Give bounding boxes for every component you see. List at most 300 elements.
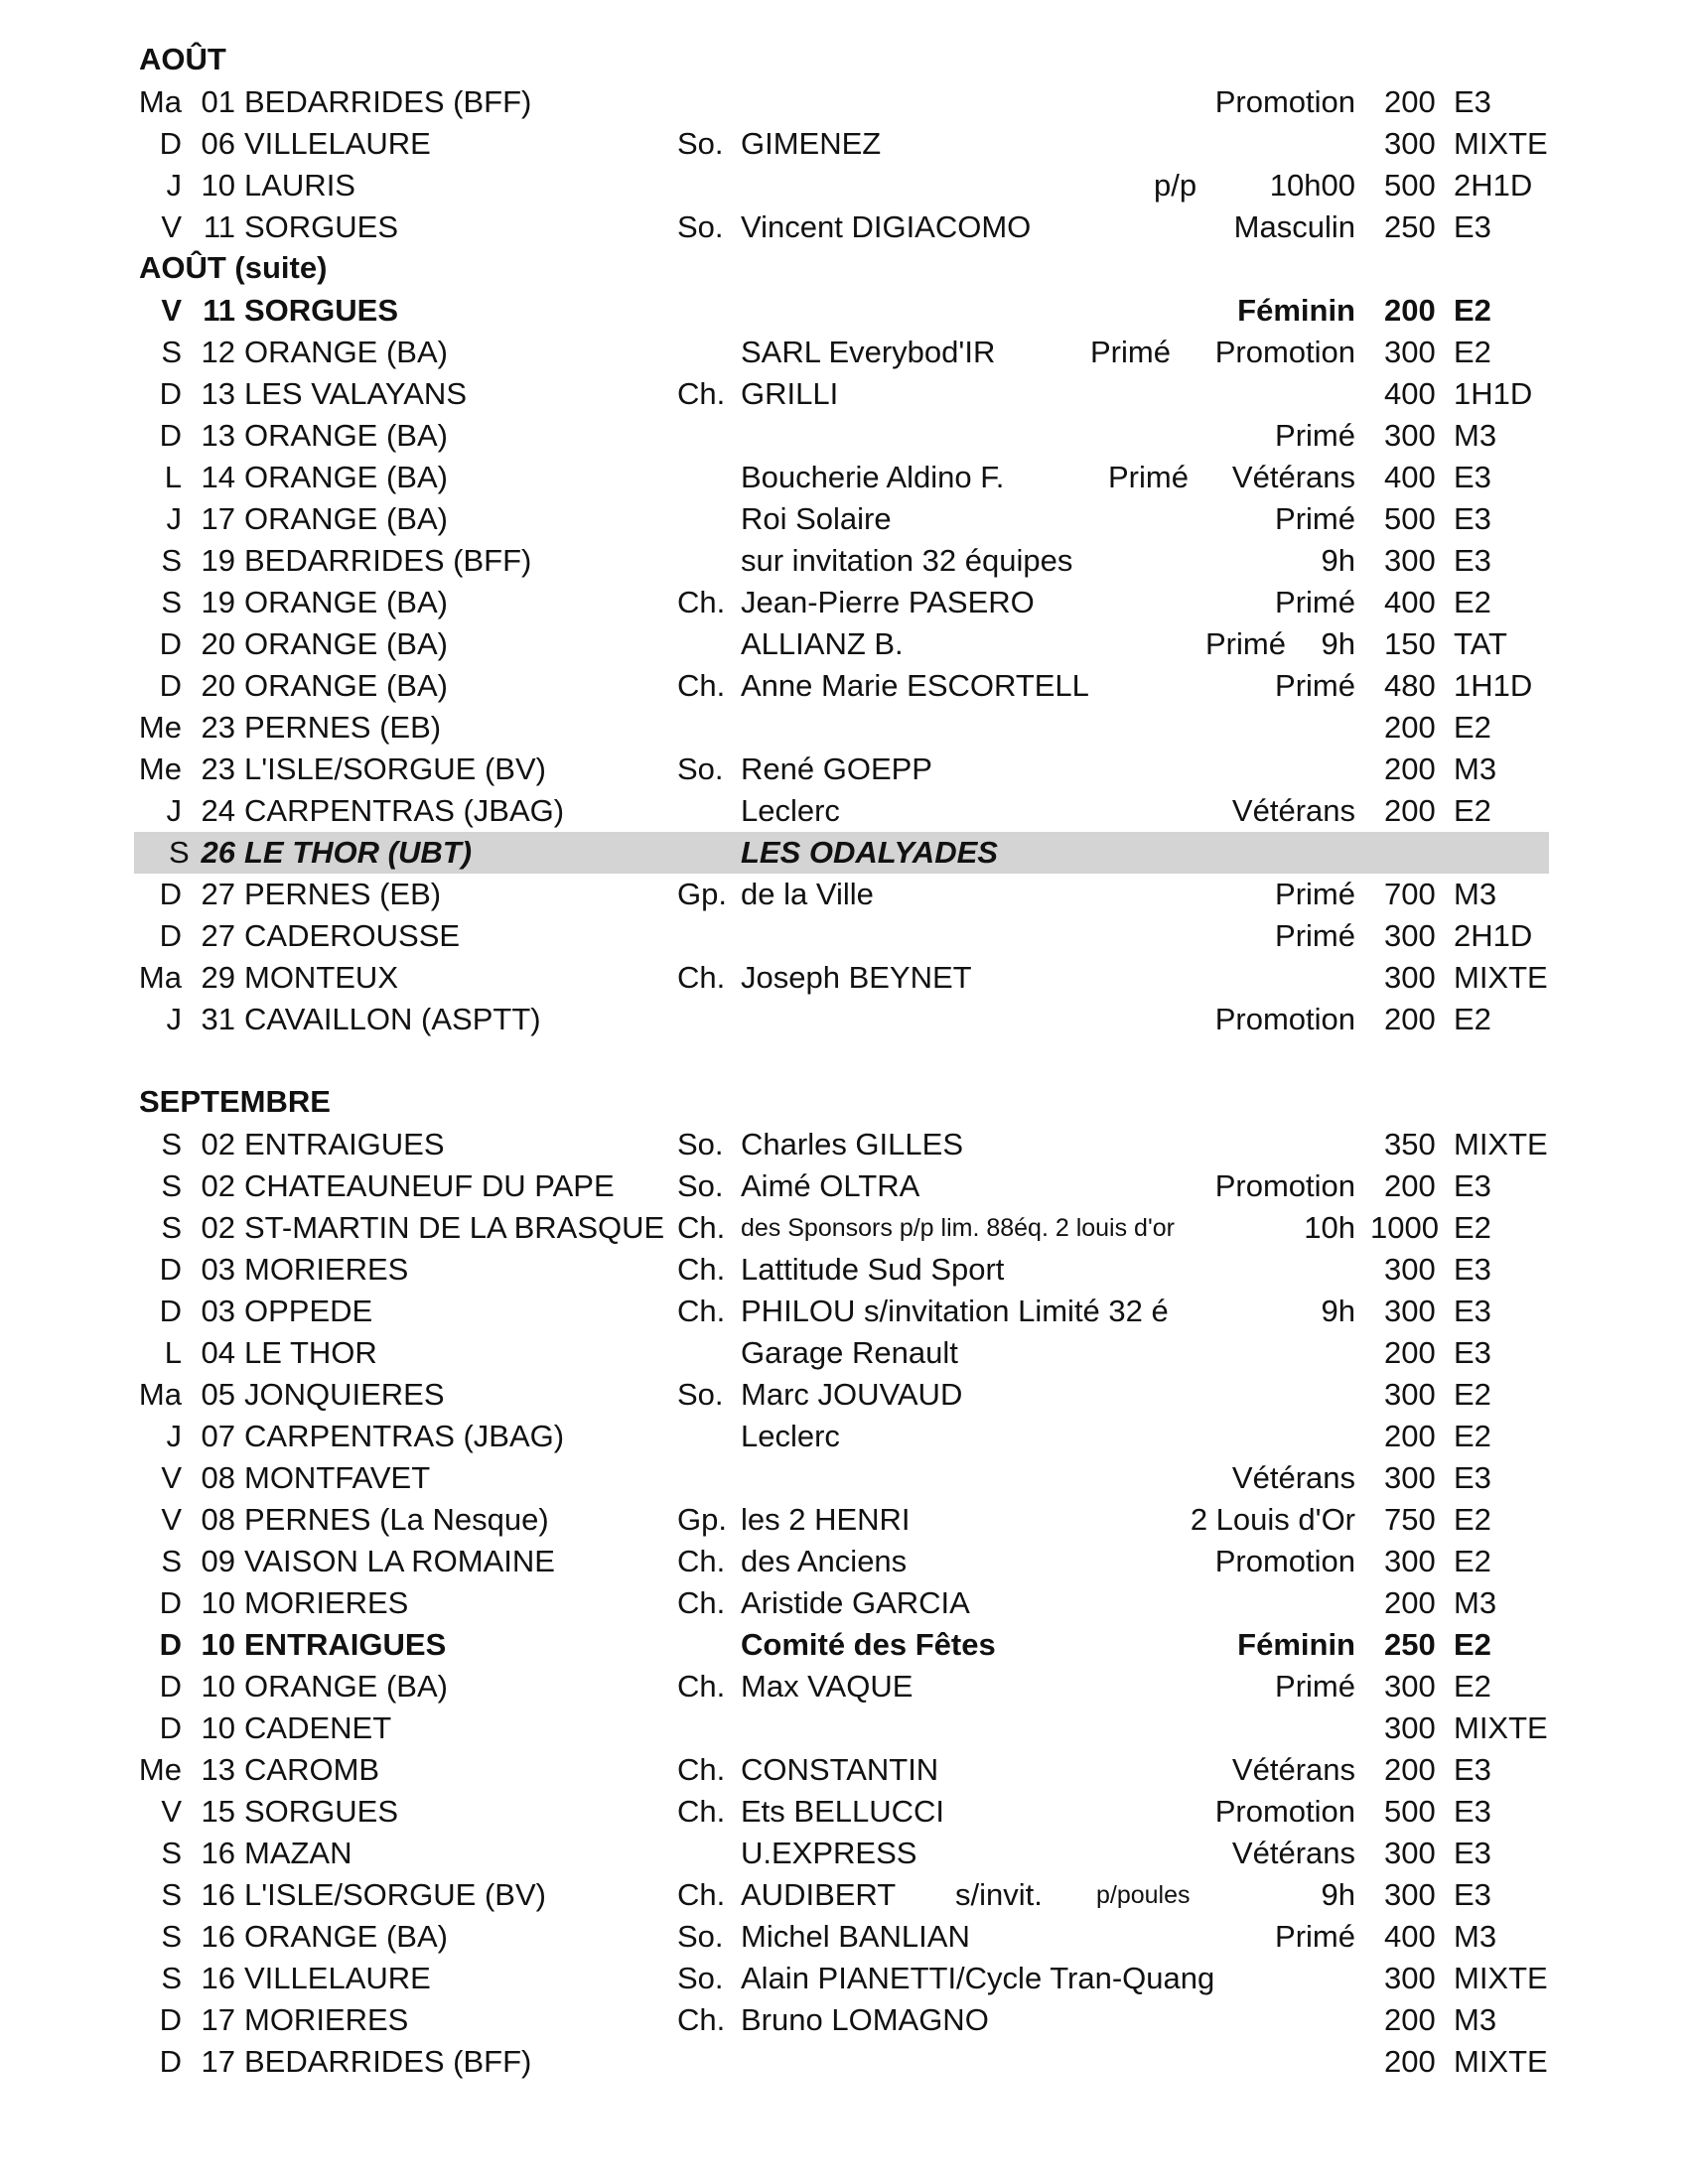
day-number: 13 [201, 376, 235, 411]
day-of-week: Me [138, 710, 182, 745]
prize-amount: 250 [1384, 209, 1436, 244]
prize-amount: 1000 [1370, 1210, 1439, 1245]
venue-city: L'ISLE/SORGUE (BV) [244, 751, 546, 786]
section-spacer [0, 1040, 1688, 1082]
event-prefix: So. [677, 1961, 724, 1995]
event-type: Féminin [1237, 293, 1355, 328]
day-of-week: D [159, 877, 182, 911]
event-type: Vétérans [1231, 793, 1355, 828]
prize-amount: 200 [1384, 1168, 1436, 1203]
event-name: de la Ville [741, 877, 874, 911]
event-row [0, 665, 1688, 707]
event-row [0, 1749, 1688, 1791]
day-number: 02 [201, 1168, 235, 1203]
event-type: Primé [1275, 668, 1355, 703]
event-row [0, 915, 1688, 957]
venue-city: PERNES (La Nesque) [244, 1502, 549, 1537]
day-number: 10 [201, 1627, 235, 1662]
event-row [0, 290, 1688, 332]
day-number: 26 [201, 835, 235, 870]
venue-city: ORANGE (BA) [244, 1919, 448, 1954]
venue-city: CAROMB [244, 1752, 380, 1787]
day-of-week: V [161, 1502, 182, 1537]
day-of-week: D [159, 918, 182, 953]
prize-amount: 200 [1384, 1335, 1436, 1370]
event-name: Charles GILLES [741, 1127, 963, 1161]
event-row [0, 1791, 1688, 1833]
category: E2 [1454, 1502, 1491, 1537]
event-row [0, 1291, 1688, 1332]
prize-amount: 200 [1384, 710, 1436, 745]
venue-city: MORIERES [244, 1252, 409, 1287]
event-name: Vincent DIGIACOMO [741, 209, 1032, 244]
event-extra: Primé [1108, 460, 1189, 494]
event-row [0, 1207, 1688, 1249]
category: M3 [1454, 418, 1497, 453]
category: E2 [1454, 1210, 1491, 1245]
prize-amount: 200 [1384, 293, 1436, 328]
prize-amount: 200 [1384, 793, 1436, 828]
category: 2H1D [1454, 168, 1533, 203]
day-number: 24 [201, 793, 235, 828]
event-type: Promotion [1214, 335, 1355, 369]
venue-city: CARPENTRAS (JBAG) [244, 1419, 565, 1453]
event-type: Vétérans [1231, 1836, 1355, 1870]
event-type: Promotion [1214, 84, 1355, 119]
day-of-week: S [161, 1877, 182, 1912]
event-extra: Primé [1090, 335, 1171, 369]
event-type: Vétérans [1231, 1460, 1355, 1495]
category: E3 [1454, 84, 1491, 119]
event-row [0, 1666, 1688, 1707]
category: E3 [1454, 1252, 1491, 1287]
event-row [0, 707, 1688, 749]
venue-city: CADEROUSSE [244, 918, 461, 953]
event-row [0, 874, 1688, 915]
event-row [0, 749, 1688, 790]
day-number: 10 [201, 1669, 235, 1704]
event-prefix: So. [677, 751, 724, 786]
venue-city: ORANGE (BA) [244, 460, 448, 494]
event-name: Garage Renault [741, 1335, 958, 1370]
event-prefix: Ch. [677, 960, 726, 995]
venue-city: LES VALAYANS [244, 376, 467, 411]
category: E2 [1454, 1002, 1491, 1036]
prize-amount: 400 [1384, 376, 1436, 411]
category: MIXTE [1454, 1961, 1548, 1995]
day-of-week: D [159, 1294, 182, 1328]
highlighted-event-row [134, 832, 1549, 874]
day-number: 29 [201, 960, 235, 995]
event-row [0, 373, 1688, 415]
event-prefix: Ch. [677, 1877, 726, 1912]
category: E3 [1454, 1877, 1491, 1912]
prize-amount: 200 [1384, 1752, 1436, 1787]
day-number: 19 [201, 543, 235, 578]
day-number: 04 [201, 1335, 235, 1370]
event-name: GIMENEZ [741, 126, 882, 161]
venue-city: MONTEUX [244, 960, 398, 995]
prize-amount: 350 [1384, 1127, 1436, 1161]
day-number: 16 [201, 1961, 235, 1995]
event-row [0, 1874, 1688, 1916]
category: M3 [1454, 1919, 1497, 1954]
event-row [0, 623, 1688, 665]
event-prefix: So. [677, 209, 724, 244]
event-type: 2 Louis d'Or [1190, 1502, 1355, 1537]
event-type: Vétérans [1231, 460, 1355, 494]
category: M3 [1454, 751, 1497, 786]
category: E3 [1454, 1294, 1491, 1328]
event-prefix: Ch. [677, 668, 726, 703]
category: E3 [1454, 1752, 1491, 1787]
category: E2 [1454, 1627, 1491, 1662]
event-prefix: Ch. [677, 1210, 726, 1245]
event-name: Anne Marie ESCORTELL [741, 668, 1089, 703]
event-row [0, 1124, 1688, 1165]
event-row [0, 1457, 1688, 1499]
day-number: 10 [201, 1585, 235, 1620]
day-of-week: V [161, 1794, 182, 1829]
venue-city: LAURIS [244, 168, 355, 203]
category: MIXTE [1454, 1710, 1548, 1745]
category: E2 [1454, 710, 1491, 745]
event-name: CONSTANTIN [741, 1752, 939, 1787]
event-type: 9h [1321, 626, 1355, 661]
prize-amount: 500 [1384, 501, 1436, 536]
category: TAT [1454, 626, 1507, 661]
day-number: 16 [201, 1877, 235, 1912]
prize-amount: 750 [1384, 1502, 1436, 1537]
section-title: AOÛT (suite) [139, 250, 328, 285]
section-title: SEPTEMBRE [139, 1084, 331, 1119]
event-extra: p/p [1154, 168, 1197, 203]
event-row [0, 81, 1688, 123]
day-number: 08 [201, 1502, 235, 1537]
day-of-week: J [166, 1419, 182, 1453]
category: E2 [1454, 335, 1491, 369]
event-extra: Primé [1205, 626, 1286, 661]
day-of-week: S [161, 335, 182, 369]
event-row [0, 2041, 1688, 2083]
event-prefix: Ch. [677, 1252, 726, 1287]
prize-amount: 300 [1384, 126, 1436, 161]
day-of-week: D [159, 1710, 182, 1745]
day-number: 02 [201, 1210, 235, 1245]
event-name: des Sponsors p/p lim. 88éq. 2 louis d'or [741, 1214, 1175, 1242]
day-of-week: D [159, 2044, 182, 2079]
prize-amount: 400 [1384, 585, 1436, 619]
prize-amount: 300 [1384, 918, 1436, 953]
category: E2 [1454, 1377, 1491, 1412]
day-of-week: S [161, 1544, 182, 1578]
venue-city: MONTFAVET [244, 1460, 431, 1495]
day-of-week: J [166, 793, 182, 828]
event-name: Comité des Fêtes [741, 1627, 996, 1662]
event-name: Max VAQUE [741, 1669, 914, 1704]
event-name: Joseph BEYNET [741, 960, 972, 995]
event-row [0, 1416, 1688, 1457]
event-row [0, 332, 1688, 373]
event-type: Primé [1275, 585, 1355, 619]
prize-amount: 300 [1384, 1294, 1436, 1328]
event-name: Bruno LOMAGNO [741, 2002, 989, 2037]
day-number: 23 [201, 751, 235, 786]
prize-amount: 200 [1384, 2002, 1436, 2037]
category: E3 [1454, 460, 1491, 494]
day-of-week: S [161, 585, 182, 619]
prize-amount: 300 [1384, 543, 1436, 578]
day-of-week: D [159, 2002, 182, 2037]
day-of-week: L [164, 1335, 182, 1370]
day-number: 08 [201, 1460, 235, 1495]
event-name: SARL Everybod'IR [741, 335, 996, 369]
day-of-week: S [161, 543, 182, 578]
event-prefix: Ch. [677, 376, 726, 411]
event-name: Lattitude Sud Sport [741, 1252, 1005, 1287]
event-type: Promotion [1214, 1002, 1355, 1036]
event-row [0, 999, 1688, 1040]
event-row [0, 1707, 1688, 1749]
event-row [0, 415, 1688, 457]
event-row [0, 1249, 1688, 1291]
event-type: Promotion [1214, 1544, 1355, 1578]
prize-amount: 400 [1384, 1919, 1436, 1954]
event-type: 10h [1304, 1210, 1355, 1245]
day-number: 27 [201, 877, 235, 911]
day-of-week: V [161, 1460, 182, 1495]
prize-amount: 500 [1384, 168, 1436, 203]
venue-city: SORGUES [244, 1794, 399, 1829]
day-of-week: D [159, 1585, 182, 1620]
day-of-week: D [159, 668, 182, 703]
event-type: Masculin [1233, 209, 1355, 244]
event-row [0, 1582, 1688, 1624]
event-name: Ets BELLUCCI [741, 1794, 945, 1829]
day-of-week: V [161, 293, 182, 328]
day-of-week: Ma [138, 1377, 182, 1412]
event-name: U.EXPRESS [741, 1836, 917, 1870]
venue-city: ORANGE (BA) [244, 668, 448, 703]
day-number: 15 [201, 1794, 235, 1829]
category: MIXTE [1454, 1127, 1548, 1161]
event-type: 9h [1321, 543, 1355, 578]
section-heading [0, 1082, 1688, 1124]
prize-amount: 300 [1384, 418, 1436, 453]
event-type: Féminin [1237, 1627, 1355, 1662]
venue-city: PERNES (EB) [244, 710, 442, 745]
venue-city: ORANGE (BA) [244, 335, 448, 369]
event-prefix: So. [677, 1377, 724, 1412]
event-type: Vétérans [1231, 1752, 1355, 1787]
prize-amount: 300 [1384, 960, 1436, 995]
section-heading [0, 248, 1688, 290]
category: MIXTE [1454, 2044, 1548, 2079]
category: E3 [1454, 209, 1491, 244]
category: E3 [1454, 1168, 1491, 1203]
prize-amount: 300 [1384, 1544, 1436, 1578]
prize-amount: 500 [1384, 1794, 1436, 1829]
prize-amount: 200 [1384, 2044, 1436, 2079]
day-of-week: D [159, 1252, 182, 1287]
event-row [0, 1165, 1688, 1207]
event-row [0, 1958, 1688, 1999]
venue-city: ORANGE (BA) [244, 1669, 448, 1704]
prize-amount: 300 [1384, 1836, 1436, 1870]
event-type: Promotion [1214, 1168, 1355, 1203]
venue-city: SORGUES [244, 209, 399, 244]
category: M3 [1454, 2002, 1497, 2037]
day-of-week: S [161, 1210, 182, 1245]
event-name: Leclerc [741, 1419, 840, 1453]
day-of-week: Ma [138, 84, 182, 119]
event-name: les 2 HENRI [741, 1502, 911, 1537]
day-of-week: D [159, 418, 182, 453]
event-name: René GOEPP [741, 751, 932, 786]
event-prefix: Ch. [677, 1669, 726, 1704]
category: E2 [1454, 1669, 1491, 1704]
prize-amount: 150 [1384, 626, 1436, 661]
event-name: Aimé OLTRA [741, 1168, 920, 1203]
venue-city: CARPENTRAS (JBAG) [244, 793, 565, 828]
day-number: 20 [201, 668, 235, 703]
event-name: Jean-Pierre PASERO [741, 585, 1035, 619]
day-number: 23 [201, 710, 235, 745]
event-name: GRILLI [741, 376, 839, 411]
venue-city: ST-MARTIN DE LA BRASQUE [244, 1210, 665, 1245]
category: E3 [1454, 543, 1491, 578]
event-row [0, 1624, 1688, 1666]
event-name: ALLIANZ B. [741, 626, 904, 661]
event-row [0, 1541, 1688, 1582]
prize-amount: 300 [1384, 1377, 1436, 1412]
day-number: 03 [201, 1252, 235, 1287]
category: E3 [1454, 1836, 1491, 1870]
event-prefix: Gp. [677, 1502, 727, 1537]
event-name: Aristide GARCIA [741, 1585, 970, 1620]
event-extra: s/invit. [955, 1877, 1043, 1912]
venue-city: MAZAN [244, 1836, 352, 1870]
venue-city: ORANGE (BA) [244, 501, 448, 536]
category: E3 [1454, 1794, 1491, 1829]
day-number: 07 [201, 1419, 235, 1453]
prize-amount: 700 [1384, 877, 1436, 911]
prize-amount: 300 [1384, 1961, 1436, 1995]
day-of-week: S [161, 1127, 182, 1161]
day-of-week: Me [138, 1752, 182, 1787]
event-prefix: So. [677, 1127, 724, 1161]
category: MIXTE [1454, 960, 1548, 995]
event-name: AUDIBERT [741, 1877, 897, 1912]
category: E2 [1454, 1419, 1491, 1453]
venue-city: JONQUIERES [244, 1377, 445, 1412]
day-number: 17 [201, 501, 235, 536]
event-type: Primé [1275, 501, 1355, 536]
event-type: 9h [1321, 1294, 1355, 1328]
day-of-week: S [161, 1168, 182, 1203]
venue-city: MORIERES [244, 2002, 409, 2037]
event-name: PHILOU s/invitation Limité 32 é [741, 1294, 1169, 1328]
day-number: 06 [201, 126, 235, 161]
event-name: LES ODALYADES [741, 835, 998, 870]
prize-amount: 200 [1384, 1419, 1436, 1453]
venue-city: LE THOR [244, 1335, 377, 1370]
event-name: Michel BANLIAN [741, 1919, 970, 1954]
event-type: Primé [1275, 877, 1355, 911]
day-number: 20 [201, 626, 235, 661]
event-prefix: Ch. [677, 1544, 726, 1578]
category: E2 [1454, 293, 1491, 328]
section-title: AOÛT [139, 42, 226, 76]
event-prefix: Ch. [677, 585, 726, 619]
venue-city: CAVAILLON (ASPTT) [244, 1002, 541, 1036]
day-of-week: J [166, 501, 182, 536]
event-prefix: Ch. [677, 1794, 726, 1829]
event-prefix: Ch. [677, 1752, 726, 1787]
prize-amount: 200 [1384, 1585, 1436, 1620]
venue-city: ENTRAIGUES [244, 1127, 445, 1161]
prize-amount: 300 [1384, 1252, 1436, 1287]
day-number: 16 [201, 1836, 235, 1870]
section-heading [0, 40, 1688, 81]
venue-city: CADENET [244, 1710, 392, 1745]
day-number: 05 [201, 1377, 235, 1412]
day-of-week: D [159, 626, 182, 661]
day-number: 13 [201, 418, 235, 453]
event-row [0, 498, 1688, 540]
day-number: 09 [201, 1544, 235, 1578]
event-row [0, 1833, 1688, 1874]
day-of-week: J [166, 1002, 182, 1036]
prize-amount: 300 [1384, 1460, 1436, 1495]
day-number: 10 [201, 1710, 235, 1745]
prize-amount: 300 [1384, 1710, 1436, 1745]
day-of-week: L [164, 460, 182, 494]
event-name: Alain PIANETTI/Cycle Tran-Quang [741, 1961, 1215, 1995]
prize-amount: 200 [1384, 84, 1436, 119]
category: 1H1D [1454, 376, 1533, 411]
event-name: Leclerc [741, 793, 840, 828]
prize-amount: 300 [1384, 1669, 1436, 1704]
event-row [0, 1499, 1688, 1541]
event-type: Primé [1275, 1919, 1355, 1954]
day-number: 12 [201, 335, 235, 369]
category: M3 [1454, 1585, 1497, 1620]
event-row [0, 1916, 1688, 1958]
event-row [0, 165, 1688, 206]
event-row [0, 540, 1688, 582]
prize-amount: 200 [1384, 751, 1436, 786]
day-number: 16 [201, 1919, 235, 1954]
event-name: Roi Solaire [741, 501, 892, 536]
event-row [0, 457, 1688, 498]
event-type: 9h [1321, 1877, 1355, 1912]
day-of-week: S [169, 835, 190, 870]
event-name: Boucherie Aldino F. [741, 460, 1005, 494]
venue-city: OPPEDE [244, 1294, 373, 1328]
event-type: Promotion [1214, 1794, 1355, 1829]
category: E2 [1454, 585, 1491, 619]
day-number: 17 [201, 2044, 235, 2079]
day-of-week: J [166, 168, 182, 203]
venue-city: BEDARRIDES (BFF) [244, 2044, 532, 2079]
day-number: 10 [201, 168, 235, 203]
venue-city: ORANGE (BA) [244, 585, 448, 619]
category: E3 [1454, 1335, 1491, 1370]
event-row [0, 1332, 1688, 1374]
venue-city: PERNES (EB) [244, 877, 442, 911]
event-row [0, 1374, 1688, 1416]
